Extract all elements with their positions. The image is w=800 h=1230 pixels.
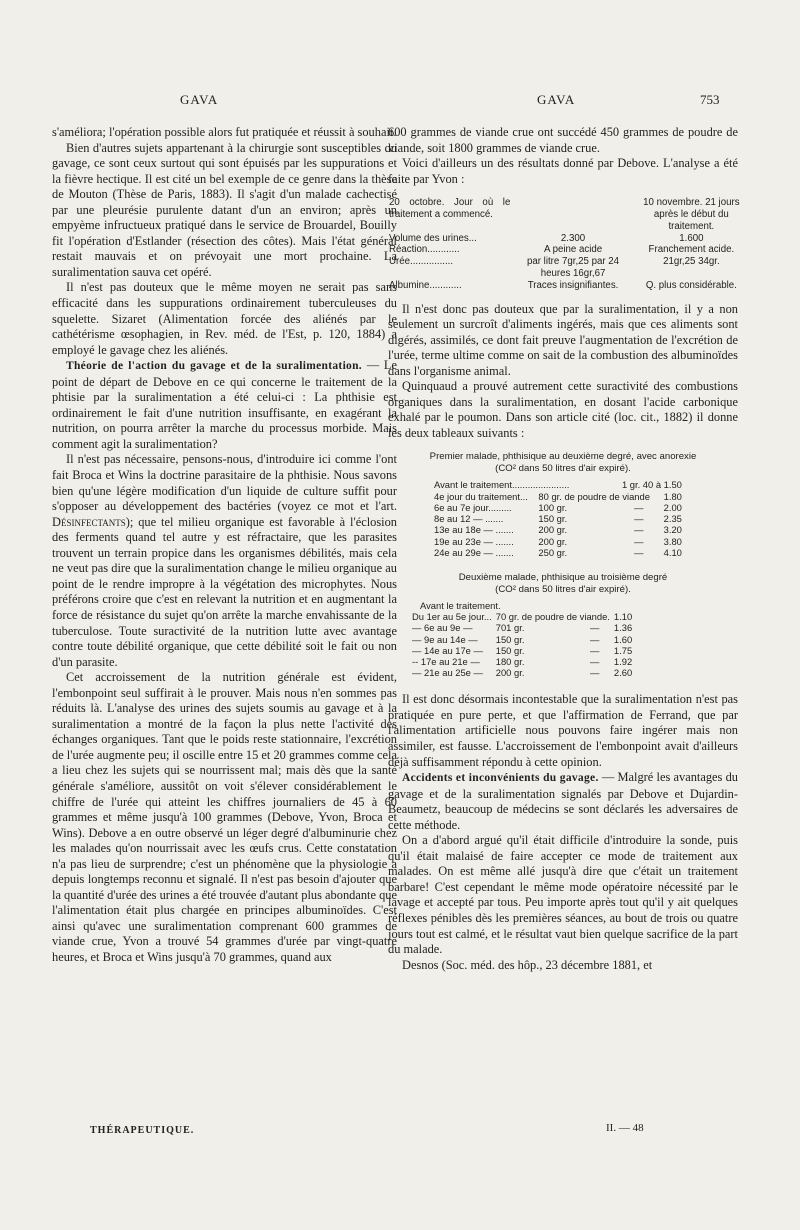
running-head-right: GAVA: [537, 92, 576, 107]
cell: — 6e au 9e —: [412, 622, 473, 634]
cell: 3.80: [663, 535, 682, 547]
table-caption: Deuxième malade, phthisique au troisième degré: [458, 571, 668, 583]
table-row: [410, 611, 634, 622]
running-head-left: GAVA: [180, 92, 219, 107]
cell: —: [634, 513, 644, 525]
cell: 1.92: [613, 655, 633, 667]
urine-analysis-table: [388, 197, 748, 291]
cross-reference: Désinfectants: [52, 514, 126, 529]
row-label: Réaction............: [389, 244, 460, 256]
paragraph: Il n'est donc pas douteux que par la suralimentation, il y a non seulement un surcroît d'aliments ingérés, mais que ces aliments sont digérés, assimilés, ce dont fait preuve l'augmentation de l'excrétion de l'urée, terme ultime comme on sait de la combustion des albuminoïdes dans l'organisme animal.: [388, 301, 738, 378]
table-row: [410, 645, 634, 656]
cell: 1.600: [679, 232, 704, 244]
row-label: Albumine............: [389, 279, 462, 291]
cell: — 21e au 25e —: [412, 667, 483, 679]
table-row: [410, 600, 634, 611]
cell: 200 gr.: [495, 667, 525, 679]
cell: —: [634, 535, 644, 547]
cell: —: [590, 655, 600, 667]
table-row: [410, 622, 634, 633]
table-row: [432, 491, 684, 502]
co2-table-second-patient: [410, 600, 634, 678]
row-label: Urée................: [389, 256, 454, 268]
cell: 19e au 23e — .......: [434, 535, 514, 547]
table-row: [432, 524, 684, 535]
cell: 100 gr.: [538, 501, 568, 513]
cell: Franchement acide.: [648, 244, 735, 256]
left-column: [52, 125, 397, 966]
paragraph-text: — Le point de départ de Debove en ce qui concerne le traitement de la phtisie par la suralimentation a été celui-ci : La phthisie est ordinairement le fait d'une nutrition insuffisante, en exagérant la nutrition, on pourra arrêter la marche du processus morbide. Mais comment agit la suralimentation?: [52, 358, 397, 451]
paragraph: Voici d'ailleurs un des résultats donné par Debove. L'analyse a été faite par Yvon :: [388, 156, 738, 186]
cell: -- 17e au 21e —: [412, 655, 480, 667]
page-number: 753: [700, 92, 720, 107]
cell: 2.00: [663, 501, 682, 513]
cell: 13e au 18e — .......: [434, 524, 514, 536]
cell: 701 gr.: [495, 622, 525, 634]
cell: 180 gr.: [495, 655, 525, 667]
paragraph: Desnos (Soc. méd. des hôp., 23 décembre 1881, et: [402, 957, 653, 972]
table-row: [410, 656, 634, 667]
paragraph-text: ); que tel milieu organique est favorable à l'éclosion des ferments quand tel autre y est réfractaire, que les parasites trouvent un terrain propice dans les organismes débilités, mais cela ne veut pas dire que la suralimentation change le milieu organique au point de le rendre impropre à la végétation des microphytes. Nous préférons croire que c'est en relevant la nutrition et en augmentant la force de résistance du sujet qu'on arrête la marche envahissante de la tuberculose. Toute suractivité de la nutrition lutte avec avantage contre toute débilité organique, que cette débilité soit le fait ou non d'un parasite.: [52, 514, 397, 669]
co2-table-first-patient: [432, 479, 684, 557]
cell: 6e au 7e jour.........: [434, 501, 512, 513]
cell: —: [634, 501, 644, 513]
table-row: [432, 502, 684, 513]
cell: —: [590, 633, 600, 645]
cell: Du 1er au 5e jour...: [412, 611, 492, 623]
cell: 80 gr. de poudre de viande: [538, 490, 650, 502]
cell: 8e au 12 — .......: [434, 513, 504, 525]
cell: 150 gr.: [495, 644, 525, 656]
cell: Q. plus considérable.: [645, 279, 737, 291]
cell: —: [590, 667, 600, 679]
cell: 1.80: [663, 490, 682, 502]
table-row: [432, 536, 684, 547]
cell: 2.60: [613, 667, 633, 679]
table-row: [410, 634, 634, 645]
paragraph: 600 grammes de viande crue ont succédé 450 grammes de poudre de viande, soit 1800 grammes de viande crue.: [388, 125, 738, 155]
section-heading: Théorie de l'action du gavage et de la suralimentation.: [66, 360, 362, 373]
paragraph: Il n'est pas douteux que le même moyen ne serait pas sans efficacité dans les suppurations ordinairement tuberculeuses du squelette. Sizaret (Alimentation forcée des aliénés par le cathétérisme œsophagien, in Rev. méd. de l'Est, p. 120, 1884) a employé le gavage chez les aliénés.: [52, 280, 397, 357]
table-row: [388, 280, 748, 292]
paragraph: [52, 358, 397, 452]
signature-mark: II. — 48: [606, 1122, 644, 1134]
cell: —: [590, 622, 600, 634]
cell: 4e jour du traitement...: [434, 490, 528, 502]
cell: 1.10: [613, 611, 633, 623]
paragraph: Bien d'autres sujets appartenant à la chirurgie sont susceptibles du gavage, ce sont ceux surtout qui sont épuisés par les suppurations et la fièvre hectique. Il est cité un bel exemple de ce genre dans la thèse de Mouton (Thèse de Paris, 1883). Il s'agit d'un malade cachectisé par une pleurésie purulente datant d'un an environ; après un empyème infructueux pratiqué dans le service de Brouardel, Bouilly fit l'opération d'Estlander (résection des côtes). Mais l'état général restait mauvais et on prévoyait une mort prochaine. La suralimentation sauva cet opéré.: [52, 140, 397, 279]
cell: 1 gr. 40 à 1.50: [621, 479, 682, 491]
cell: —: [590, 644, 600, 656]
cell: 200 gr.: [538, 524, 568, 536]
section-heading: Accidents et inconvénients du gavage.: [402, 772, 599, 785]
paragraph-text: Il n'est pas nécessaire, pensons-nous, d'introduire ici comme l'ont fait Broca et Wins la doctrine parasitaire de la phthisie. Nous savons bien qu'une légère modification d'un liquide de culture suffit pour s'opposer au développement des bactéries (voyez ce mot et l'art.: [52, 452, 397, 514]
table-caption: Premier malade, phthisique au deuxième degré, avec anorexie: [429, 451, 697, 463]
table-row: [388, 244, 748, 256]
cell: 150 gr.: [495, 633, 525, 645]
cell: Traces insignifiantes.: [527, 279, 619, 291]
table-head-right: 10 novembre. 21 jours après le début du traitement.: [643, 197, 740, 232]
cell: — 14e au 17e —: [412, 644, 483, 656]
cell: 4.10: [663, 546, 682, 558]
cell: Avant le traitement.: [420, 599, 501, 611]
paragraph: Quinquaud a prouvé autrement cette suractivité des combustions organiques dans la suralimentation, en dosant l'acide carbonique exhalé par le poumon. Dans son article cité (loc. cit., 1882) il donne les deux tableaux suivants :: [388, 379, 738, 440]
table-caption: (CO² dans 50 litres d'air expiré).: [495, 463, 631, 475]
row-label: Volume des urines...: [389, 232, 477, 244]
paragraph: s'améliora; l'opération possible alors fut pratiquée et réussit à souhait.: [52, 125, 397, 139]
cell: 2.300: [560, 232, 586, 244]
cell: 150 gr.: [538, 513, 568, 525]
cell: — 9e au 14e —: [412, 633, 478, 645]
table-row: [410, 667, 634, 678]
paragraph: [52, 452, 397, 670]
cell: —: [634, 546, 644, 558]
cell: 250 gr.: [538, 546, 568, 558]
cell: 1.36: [613, 622, 633, 634]
table-row: [432, 479, 684, 490]
paragraph: Il est donc désormais incontestable que la suralimentation n'est pas pratiquée en pure perte, et que l'affirmation de Ferrand, que par l'alimentation artificielle nous pouvons faire ingérer mais non assimiler, est fausse. L'accroissement de l'embonpoint avait d'ailleurs déjà suffisamment répondu à cette opinion.: [388, 692, 738, 769]
cell: 3.20: [663, 524, 682, 536]
table-row: [432, 513, 684, 524]
paragraph: Cet accroissement de la nutrition générale est évident, l'embonpoint seul suffirait à le prouver. Mais nous n'en sommes pas réduits là. L'analyse des urines des sujets soumis au gavage et à la suralimentation a montré de la façon la plus nette l'activité des échanges organiques. Tant que le poids reste stationnaire, l'excrétion de l'urée augmente peu; il oscille entre 15 et 20 grammes comme cela a lieu chez les sujets qui se nourrissent mal; mais dès que la santé générale s'améliore, aussitôt on voit s'élever considérablement le chiffre de l'urée qui atteint les chiffres journaliers de 45 à 60 grammes et même jusqu'à 100 grammes (Debove, Yvon, Broca et Wins). Debove a en outre observé un léger degré d'albuminurie chez les malades qu'on nourrissait avec les œufs crus. Cette constatation n'a pas lieu de surprendre; c'est un phénomène que la physiologie a depuis longtemps reconnu et signalé. Il n'est pas besoin d'ajouter que la quantité d'urée des urines a été trouvée d'autant plus abondante que l'alimentation était plus chargée en principes albuminoïdes. C'est ainsi qu'avec une suralimentation comprenant 600 grammes de viande crue, Yvon a trouvé 54 grammes d'urée par vingt-quatre heures, et Broca et Wins jusqu'à 70 grammes, quand aux: [52, 670, 397, 964]
cell: A peine acide: [543, 244, 603, 256]
cell: —: [634, 524, 644, 536]
table-row: [388, 233, 748, 245]
table-head-left: 20 octobre. Jour où le traitement a commencé.: [389, 197, 511, 220]
cell: 1.60: [613, 633, 633, 645]
cell: 70 gr. de poudre de viande.: [495, 611, 610, 623]
paragraph: [388, 770, 738, 833]
cell: 2.35: [663, 513, 682, 525]
table-row: [388, 256, 748, 280]
paragraph: On a d'abord argué qu'il était difficile d'introduire la sonde, puis qu'il était malaisé de faire accepter ce mode de traitement aux malades. On est même allé jusqu'à dire que c'était un traitement barbare! C'est cependant le même mode opératoire nécessité par le lavage et accepté par tous. Peu importe après tout qu'il y ait quelques réflexes pénibles dès les premières séances, au bout de trois ou quatre jours tout est calmé, et le résultat vaut bien quelque sacrifice de la part du malade.: [388, 833, 738, 957]
table-row: [432, 547, 684, 558]
right-column: [388, 125, 738, 973]
cell: 1.75: [613, 644, 633, 656]
cell: 24e au 29e — .......: [434, 546, 514, 558]
cell: 21gr,25 34gr.: [663, 256, 720, 268]
table-caption: (CO² dans 50 litres d'air expiré).: [495, 583, 631, 595]
footer-left: THÉRAPEUTIQUE.: [90, 1125, 195, 1136]
paragraph-text: — Malgré les avantages du gavage et de la suralimentation signalés par Debove et Dujardin-Beaumetz, beaucoup de médecins se sont déclarés les adversaires de cette méthode.: [388, 770, 738, 832]
cell: Avant le traitement......................: [434, 479, 570, 491]
cell: 200 gr.: [538, 535, 568, 547]
cell: par litre 7gr,25 par 24 heures 16gr,67: [526, 256, 620, 279]
